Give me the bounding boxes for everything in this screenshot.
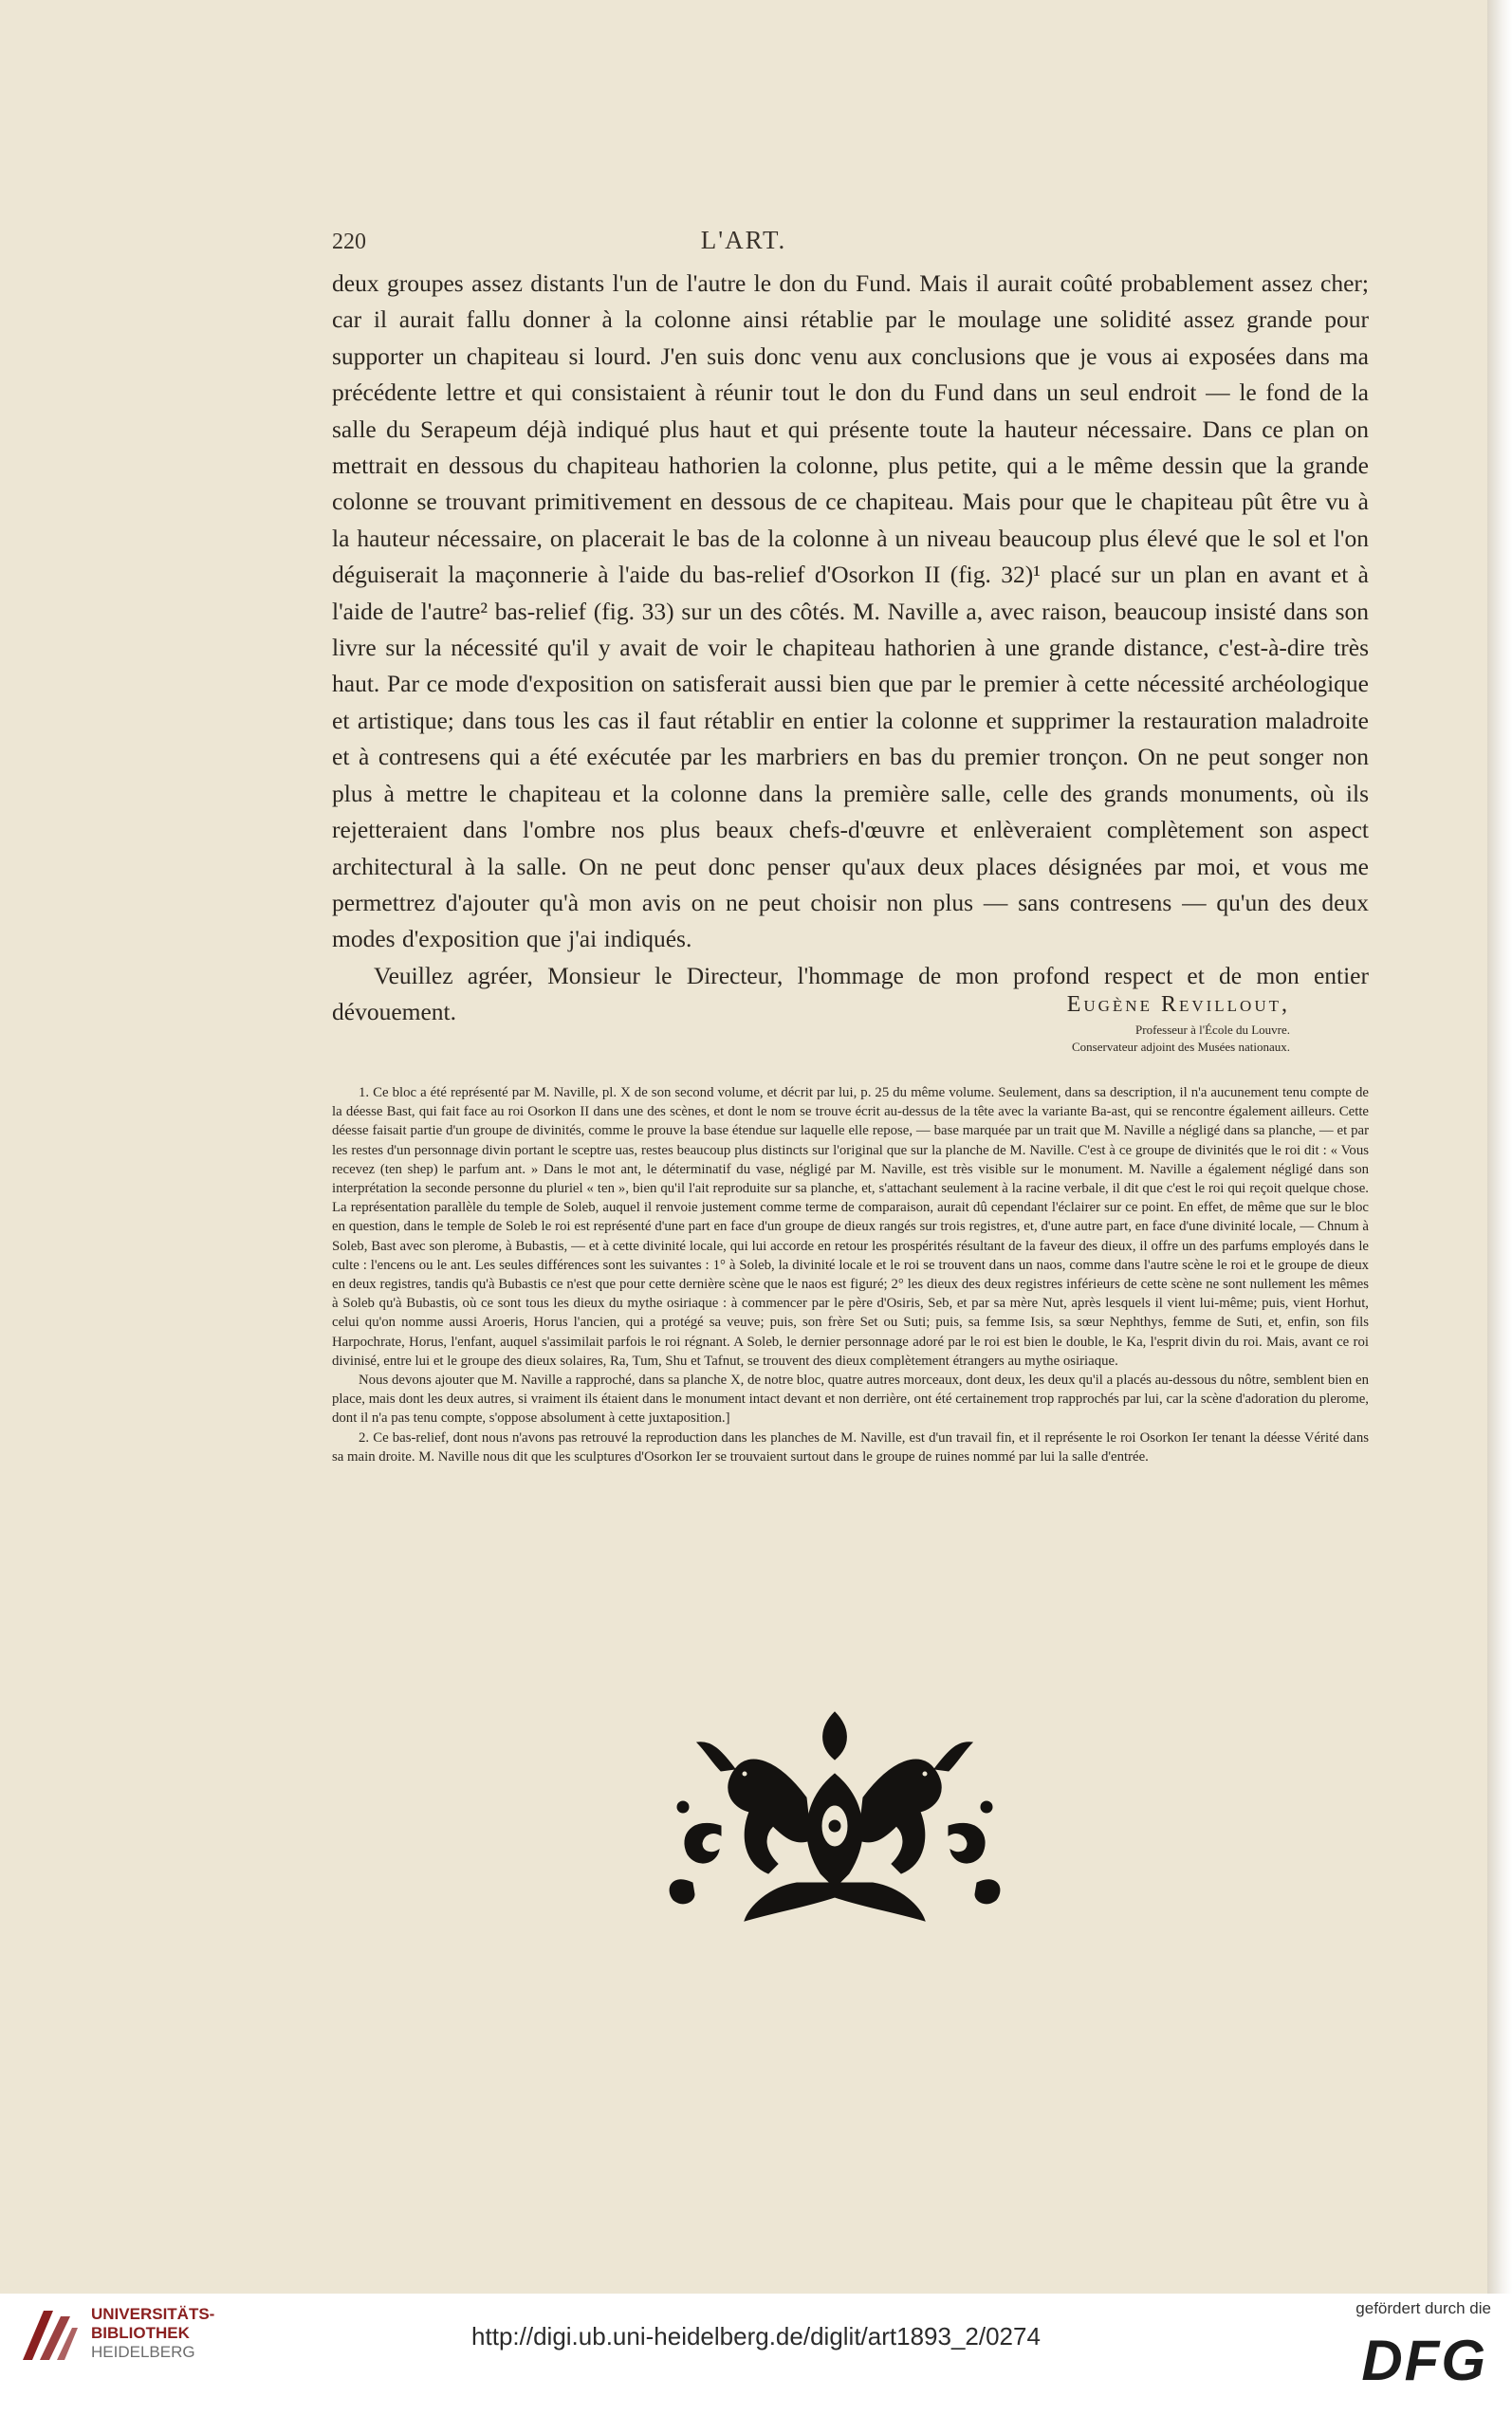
funded-by-label: gefördert durch die [1355,2299,1491,2317]
body-paragraph-1: deux groupes assez distants l'un de l'autre le don du Fund. Mais il aurait coûté probablement assez cher; car il aurait fallu donner à la colonne ainsi rétablie par le moulage une solidité assez grande pour supporter un chapiteau si lourd. J'en suis donc venu aux conclusions que je vous ai exposées dans ma précédente lettre et qui consistaient à réunir tout le don du Fund dans un seul endroit — le fond de la salle du Serapeum déjà indiqué plus haut et qui présente toute la hauteur nécessaire. Dans ce plan on mettrait en dessous du chapiteau hathorien la colonne, plus petite, qui a le même dessin que la grande colonne se trouvant primitivement en dessous de ce chapiteau. Mais pour que le chapiteau pût être vu à la hauteur nécessaire, on placerait le bas de la colonne à un niveau beaucoup plus élevé que le sol et l'on déguiserait la maçonnerie à l'aide du bas-relief d'Osorkon II (fig. 32)¹ placé sur un plan en avant et à l'aide de l'autre² bas-relief (fig. 33) sur un des côtés. M. Naville a, avec raison, beaucoup insisté dans son livre sur la nécessité qu'il y avait de voir le chapiteau hathorien à une grande distance, c'est-à-dire très haut. Par ce mode d'exposition on satisferait aussi bien que par le premier à cette nécessité archéologique et artistique; dans tous les cas il faut rétablir en entier la colonne et supprimer la restauration maladroite et à contresens qui a été exécutée par les marbriers en bas du premier tronçon. On ne peut songer non plus à mettre le chapiteau et la colonne dans la première salle, celle des grands monuments, où ils rejetteraient dans l'ombre nos plus beaux chefs-d'œuvre et enlèveraient complètement son aspect architectural à la salle. On ne peut donc penser qu'aux deux places désignées par moi, et vous me permettrez d'ajouter qu'à mon avis on ne peut choisir non plus — sans contresens — qu'un des deux modes d'exposition que j'ai indiqués. [332,269,1369,953]
footnote-1-continued: Nous devons ajouter que M. Naville a rapproché, dans sa planche X, de notre bloc, quatre autres morceaux, dont deux, les deux qu'il a placés au-dessous du nôtre, semblent bien en place, mais dont les deux autres, si vraiment ils étaient dans le monument intact devant et non derrière, ont été certainement trop rapprochés par lui, car la scène d'adoration du plerome, dont il n'a pas tenu compte, s'oppose absolument à cette juxtaposition.] [332,1373,1369,1427]
griffin-vignette-icon [655,1684,1015,1930]
footnote-2: 2. Ce bas-relief, dont nous n'avons pas retrouvé la reproduction dans les planches de M. Naville, est d'un travail fin, et il représente le roi Osorkon Ier tenant la déesse Vérité dans sa main droite. M. Naville nous dit que les sculptures d'Osorkon Ier se trouvaient surtout dans le groupe de ruines nommé par lui la salle d'entrée. [332,1429,1369,1465]
footer-bar [0,2294,1512,2415]
running-head [0,226,1487,264]
body-paragraph-2: Veuillez agréer, Monsieur le Directeur, l'hommage de mon profond respect et de mon entier dévouement. [332,961,1369,1026]
page-number: 220 [332,230,366,254]
footnotes [332,1083,1369,1466]
dfg-logo: DFG [1361,2329,1487,2392]
footnote-1: 1. Ce bloc a été représenté par M. Naville, pl. X de son second volume, et décrit par lui, p. 25 du même volume. Seulement, dans sa description, il n'a aucunement tenu compte de la déesse Bast, qui fait face au roi Osorkon II dans une des scènes, et dont le nom se trouve écrit au-dessus de la tête avec la variante Ba-ast, qui se rencontre également ailleurs. Cette déesse faisait partie d'un groupe de divinités, comme le prouve la base étendue sur laquelle elle repose, — base marquée par un trait que M. Naville a négligé dans sa planche, — et par les restes d'un personnage divin portant le sceptre uas, restes beaucoup plus distincts sur l'original que sur la planche de M. Naville. C'est à ce groupe de divinités que le roi dit : « Vous recevez (ten shep) le parfum ant. » Dans le mot ant, le déterminatif du vase, négligé par M. Naville, est très visible sur le monument. M. Naville a également négligé dans son interprétation la seconde personne du pluriel « ten », bien qu'il l'ait reproduite sur sa planche, et, s'attachant seulement à la racine verbale, il dit que c'est le roi qui reçoit quelque chose. La représentation parallèle du temple de Soleb, auquel il renvoie justement comme terme de comparaison, aurait dû cependant l'éclairer sur ce point. En effet, de même que sur le bloc en question, dans le temple de Soleb le roi est représenté d'une part en face d'un groupe de dieux rangés sur trois registres, et, d'une autre part, en face d'une divinité locale, — Chnum à Soleb, Bast avec son plerome, à Bubastis, — et à cette divinité locale, qui lui accorde en retour les prospérités résultant de la faveur des dieux, il offre un des parfums employés dans le culte : l'encens ou le ant. Les seules différences sont les suivantes : 1° à Soleb, la divinité locale et le roi se trouvent dans un naos, comme dans l'autre scène le roi et le groupe de dieux en deux registres, tandis qu'à Bubastis ce n'est que pour cette dernière scène que le naos est figuré; 2° les dieux des deux registres inférieurs de cette scène ne sont nullement les mêmes à Soleb qu'à Bubastis, où ce sont tous les dieux du mythe osiriaque : à commencer par le père d'Osiris, Seb, et par sa mère Nut, après lesquels il vient lui-même; puis, vient Horhut, celui qu'on nomme aussi Aroeris, Horus l'ancien, qui a protégé sa veuve; puis, son frère Set ou Suti; puis, sa femme Isis, sa sœur Nephthys, femme de Suti, et, enfin, son fils Harpochrate, Horus, l'enfant, auquel s'assimilait parfois le roi régnant. A Soleb, le dernier personnage adoré par le roi est bien le double, le Ka, l'esprit divin du roi. Mais, avant ce roi divinisé, entre lui et le groupe des dieux solaires, Ra, Tum, Shu et Tafnut, se trouvent des dieux complètement étrangers au mythe osiriaque. [332,1085,1369,1369]
author-title-1: Professeur à l'École du Louvre. [1135,1023,1290,1037]
library-line-1: UNIVERSITÄTS- [91,2305,215,2323]
permalink-url[interactable]: http://digi.ub.uni-heidelberg.de/diglit/art1893_2/0274 [471,2322,1041,2350]
library-line-2: BIBLIOTHEK [91,2324,190,2342]
author-name: Eugène Revillout, [1066,992,1290,1017]
page-edge [1487,0,1512,2294]
library-line-3: HEIDELBERG [91,2343,195,2361]
signature-block [1067,992,1290,1056]
author-title-2: Conservateur adjoint des Musées nationaux. [1072,1040,1290,1054]
journal-title: L'ART. [700,226,787,254]
main-text [332,266,1369,1031]
